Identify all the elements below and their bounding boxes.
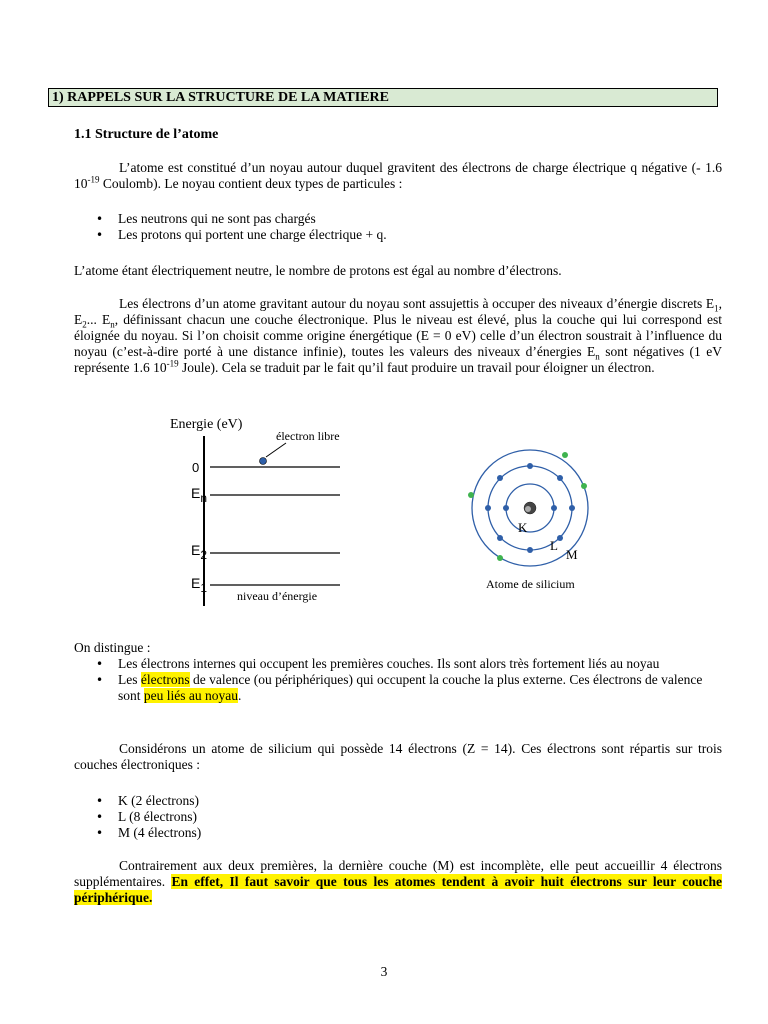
electron-l — [527, 547, 533, 553]
section-heading: 1) RAPPELS SUR LA STRUCTURE DE LA MATIERE — [48, 88, 718, 107]
p3-part: ... E — [86, 312, 111, 327]
list-item: • Les électrons internes qui occupent les premières couches. Ils sont alors très fortement liés au noyau — [74, 656, 714, 672]
electron-types-list — [74, 656, 714, 704]
p3-part: sont négatives (1 eV représente 1.6 10 — [74, 344, 722, 375]
page-number: 3 — [380, 964, 388, 979]
list-item: • Les neutrons qui ne sont pas chargés — [74, 211, 714, 227]
highlighted-text: électrons — [140, 672, 190, 687]
free-electron-pointer — [266, 443, 286, 457]
paragraph-energy-levels — [74, 296, 722, 376]
electron-l — [569, 505, 575, 511]
electron-m — [562, 452, 568, 458]
p3-sub: 1 — [714, 303, 719, 314]
electron-m — [581, 483, 587, 489]
p1-text: L’atome est constitué d’un noyau autour duquel gravitent des électrons de charge électrique q négative (- 1.6 10 — [74, 160, 722, 191]
level-letter: E — [191, 575, 201, 591]
p3-part: , définissant chacun une couche électronique. Plus le niveau est élevé, plus la couche qui lui correspond est éloignée du noyau. Si l’on choisit comme origine énergétique (E = 0 eV) celle d’un électron soustrait à l’influence du noyau (c’est-à-dire porté à une distance infinie), toutes les valeurs des niveaux d’énergies E — [74, 312, 722, 359]
shell-label-k: K — [518, 520, 528, 535]
highlighted-text: En effet, Il faut savoir que tous les atomes tendent à avoir huit électrons sur leur couche périphérique. — [74, 874, 722, 905]
p3-sub: 2 — [82, 319, 87, 330]
atom-caption: Atome de silicium — [486, 577, 575, 591]
shells-list — [74, 793, 714, 841]
shell-label-m: M — [566, 547, 578, 562]
paragraph-silicon: Considérons un atome de silicium qui possède 14 électrons (Z = 14). Ces électrons sont répartis sur trois couches électroniques : — [74, 741, 722, 772]
paragraph-on-distingue: On distingue : — [74, 640, 151, 655]
electron-k — [503, 505, 509, 511]
electron-l — [497, 535, 503, 541]
electron-m — [497, 555, 503, 561]
level-sub: n — [200, 491, 208, 505]
paragraph-conclusion — [74, 858, 722, 906]
p1-exponent: -19 — [87, 174, 100, 185]
electron-l — [497, 475, 503, 481]
level-sub: 2 — [200, 548, 208, 562]
level-letter: E — [191, 542, 201, 558]
p3-part: , E — [74, 296, 722, 327]
free-electron-dot — [260, 458, 267, 465]
energy-level-diagram — [160, 408, 360, 608]
item-text: de valence (ou périphériques) qui occupent la couche la plus externe. Ces électrons de valence sont — [118, 672, 703, 703]
paragraph-text: Contrairement aux deux premières, la dernière couche (M) est incomplète, elle peut accueillir 4 électrons supplémentaires. — [74, 858, 722, 889]
list-item: • M (4 électrons) — [74, 825, 714, 841]
list-item — [74, 672, 714, 704]
highlighted-text: peu liés au noyau — [143, 688, 238, 703]
nucleus-highlight — [525, 506, 531, 512]
list-item: • K (2 électrons) — [74, 793, 714, 809]
paragraph-neutral-atom: L’atome étant électriquement neutre, le nombre de protons est égal au nombre d’électrons. — [74, 263, 562, 278]
electron-l — [557, 475, 563, 481]
p3-part: Les électrons d’un atome gravitant autour du noyau sont assujettis à occuper des niveaux d’énergie discrets E — [119, 296, 715, 311]
p3-exponent: -19 — [166, 358, 179, 369]
energy-axis-label: Energie (eV) — [170, 417, 243, 432]
paragraph-atom-definition — [74, 160, 722, 192]
free-electron-label: électron libre — [276, 429, 340, 443]
shell-label-l: L — [550, 538, 558, 553]
p3-sub: n — [110, 319, 115, 330]
p3-part: Joule). Cela se traduit par le fait qu’il faut produire un travail pour éloigner un électron. — [178, 360, 655, 375]
p3-sub: n — [595, 351, 600, 362]
energy-level-caption: niveau d’énergie — [237, 589, 318, 603]
item-text: Les — [118, 672, 141, 687]
list-item: • L (8 électrons) — [74, 809, 714, 825]
p1-tail: Coulomb). Le noyau contient deux types de particules : — [99, 176, 403, 191]
electron-l — [527, 463, 533, 469]
electron-l — [485, 505, 491, 511]
item-text: . — [238, 688, 242, 703]
subsection-heading: 1.1 Structure de l’atome — [74, 127, 219, 142]
particles-list — [74, 211, 714, 243]
electron-m — [468, 492, 474, 498]
level-letter: E — [191, 485, 201, 501]
silicon-atom-diagram — [458, 446, 608, 596]
level-sub: 1 — [200, 581, 208, 595]
level-label-0: 0 — [192, 460, 200, 475]
list-item: • Les protons qui portent une charge électrique + q. — [74, 227, 714, 243]
electron-k — [551, 505, 557, 511]
